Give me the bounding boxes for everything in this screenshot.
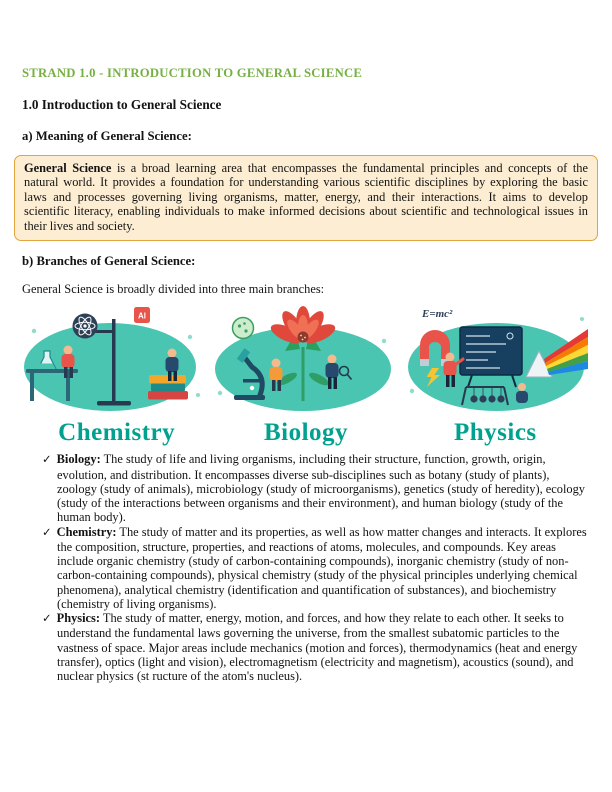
science-branches-art — [22, 303, 590, 421]
branch-term: Chemistry: — [56, 524, 117, 539]
definition-lead: General Science — [24, 161, 112, 175]
branches-intro: General Science is broadly divided into three main branches: — [22, 281, 325, 296]
chemistry-panel — [24, 307, 200, 411]
branches-list — [42, 452, 590, 683]
list-item-physics — [42, 611, 590, 683]
check-icon: ✓ — [42, 613, 52, 626]
strand-title: STRAND 1.0 - INTRODUCTION TO GENERAL SCIENCE — [22, 66, 363, 80]
definition-body: is a broad learning area that encompasses the fundamental principles and concepts of the natural world. It provides a foundation for understanding various scientific disciplines by exploring the basic laws and processes governing living organisms, matter, energy, and their interactions. It aims to develop scientific literacy, enabling individuals to make informed decisions about scientific and technological issues in their lives and society. — [24, 161, 588, 233]
branch-term: Biology: — [56, 452, 101, 467]
check-icon: ✓ — [42, 454, 52, 467]
atom-icon — [73, 314, 98, 339]
branch-desc: The study of life and living organisms, including their structure, function, growth, origin, evolution, and distribution. It encompasses diverse sub-disciplines such as botany (study of plants), zoology (study of animals), microbiology (study of microorganisms), genetics (study of heredity), ecology (study of the interactions between organisms and their environment), and human biology (study of the human body). — [57, 452, 585, 525]
list-item-chemistry — [42, 525, 590, 612]
label-physics: Physics — [453, 419, 537, 447]
check-icon: ✓ — [42, 526, 52, 539]
list-item-biology — [42, 452, 590, 524]
label-biology: Biology — [263, 419, 349, 447]
label-chemistry: Chemistry — [58, 419, 176, 447]
branch-desc: The study of matter and its properties, as well as how matter changes and interacts. It explores the composition, structure, properties, and reactions of atoms, molecules, and compounds. Key areas include organic chemistry (study of carbon-containing compounds), inorganic chemistry (study of non-carbon-containing compounds), physical chemistry (study of the physical principles underlying chemical phenomena), analytical chemistry (identification and quantification of substances), and biochemistry (chemistry of living organisms). — [57, 524, 587, 611]
biology-panel — [215, 306, 391, 411]
petri-dish-icon — [233, 318, 254, 339]
branches-illustration — [22, 303, 590, 447]
branch-desc: The study of matter, energy, motion, and forces, and how they relate to each other. It seeks to understand the fundamental laws governing the universe, from the smallest subatomic particles to the vastness of space. Major areas include mechanics (motion and forces), thermodynamics (heat and energy transfer), optics (light and vision), electromagnetism (electricity and magnetism), acoustics (sound), and nuclear physics (st ructure of the atom's nucleus). — [57, 611, 578, 684]
subsection-a-title: a) Meaning of General Science: — [22, 129, 192, 143]
subsection-b-title: b) Branches of General Science: — [22, 253, 196, 268]
emc2-formula: E=mc² — [422, 308, 453, 321]
element-tile-label: Al — [138, 311, 146, 321]
branch-term: Physics: — [56, 611, 101, 626]
branch-labels-row — [22, 419, 590, 447]
element-tile-icon — [134, 307, 150, 323]
definition-callout — [14, 155, 598, 241]
section-title: 1.0 Introduction to General Science — [22, 97, 222, 112]
physics-panel — [408, 308, 588, 411]
